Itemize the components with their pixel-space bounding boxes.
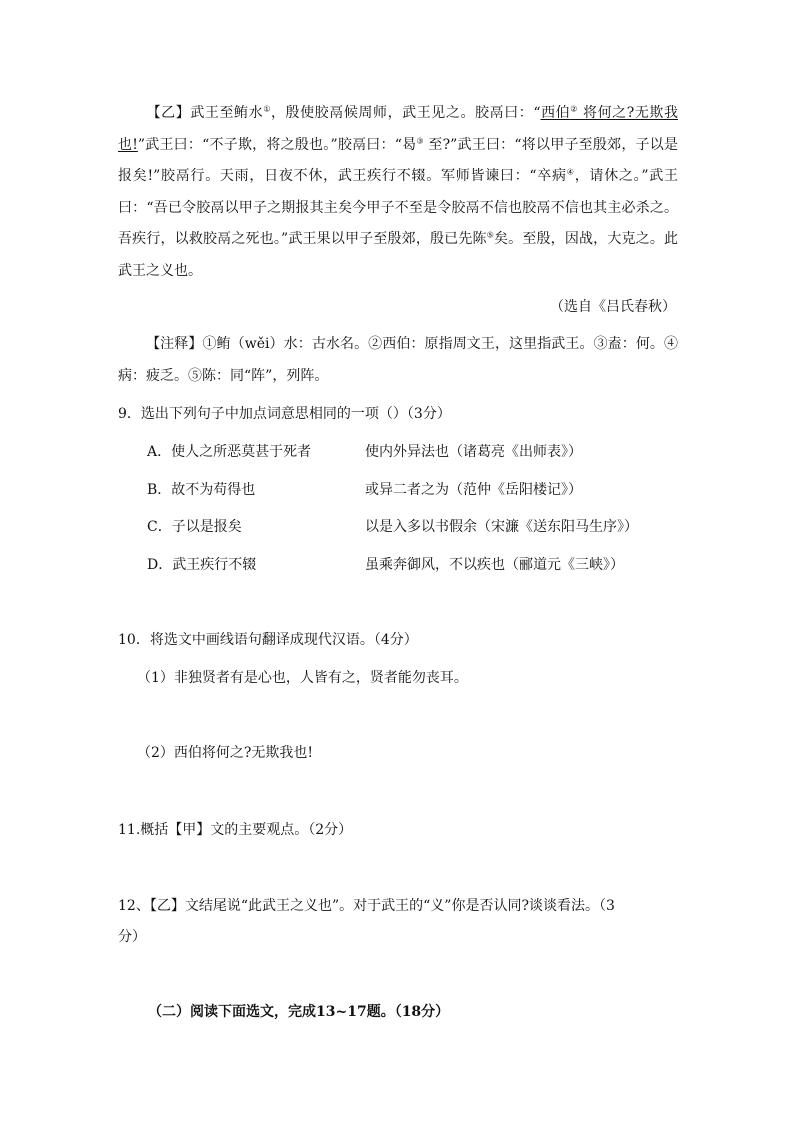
passage-text: 至?”武王曰：“将以甲子至殷郊，子以是报矣!”胶鬲行。天雨，日夜不休，武王疾行不辍。军师皆谏曰：“卒病: [118, 136, 678, 184]
passage-text: ”武王曰：“不子欺，将之殷也。”胶鬲曰：“曷: [137, 136, 417, 153]
notes-label: 【注释】: [146, 336, 203, 352]
question-10-sub2: （2）西伯将何之?无欺我也!: [137, 745, 314, 761]
question-11-stem: 11.概括【甲】文的主要观点。（2分）: [118, 822, 353, 838]
note-marker: ⑤: [486, 230, 495, 240]
question-10-sub1: （1）非独贤者有是心也，人皆有之，贤者能勿丧耳。: [137, 670, 468, 686]
passage-yi: [118, 98, 678, 287]
note-marker: ④: [566, 167, 575, 177]
notes-text: ①鲔（wěi）水：古水名。②西伯：原指周文王，这里指武王。③盍：何。④病：疲乏。⑤陈：同“阵”，列阵。: [118, 336, 679, 384]
passage-source: （选自《吕氏春秋）: [550, 299, 676, 315]
section-2-title: （二）阅读下面选文，完成13~17题。（18分）: [148, 1004, 450, 1020]
passage-text: ，殷使胶鬲候周师，武王见之。胶鬲曰：“: [270, 105, 541, 121]
underlined-sentence: 西伯② 将何之?无欺我也!: [118, 104, 679, 153]
question-10-stem: 10．将选文中画线语句翻译成现代汉语。（4分）: [118, 632, 418, 648]
passage-label: 【乙】: [146, 105, 191, 121]
notes: [118, 328, 678, 392]
passage-text: 矣。至殷，因战，大克之。此武王之义也。: [118, 231, 679, 279]
note-marker: ③: [416, 135, 424, 145]
passage-text: 武王至鲔水: [190, 105, 264, 121]
question-9-stem: 9．选出下列句子中加点词意思相同的一项（）（3分）: [118, 406, 451, 422]
note-marker: ①: [263, 104, 271, 114]
question-12-line1: 12、【乙】文结尾说“此武王之义也”。对于武王的“义”你是否认同?谈谈看法。（3: [118, 898, 615, 914]
passage-text: ，请休之。”武王曰：“吾已令胶鬲以甲子之期报其主矣今甲子不至是令胶鬲不信也胶鬲不信也其主必杀之。吾疾行，以救胶鬲之死也。”武王果以甲子至殷郊，殷已先陈: [118, 168, 678, 247]
question-12-line2: 分）: [118, 929, 146, 945]
note-marker: ②: [570, 104, 578, 114]
